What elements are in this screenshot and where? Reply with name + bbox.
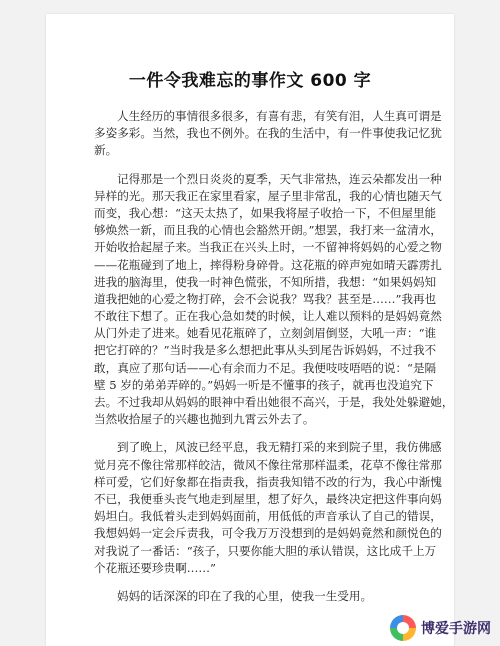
paragraph-2 <box>94 171 454 429</box>
text-line: 敢，真应了那句话——心有余而力不足。我便吱吱唔唔的说：“是隔 <box>94 360 437 375</box>
text-line: 开始收拾起屋子来。当我正在兴头上时，一不留神将妈妈的心爱之物 <box>94 240 442 255</box>
watermark-text: 博爱手游网 <box>421 621 491 637</box>
text-line: 去。不过我却从妈妈的眼神中看出她很不高兴，于是，我处处躲避她， <box>94 395 454 409</box>
document-page <box>46 14 454 646</box>
text-line: 个花瓶还要珍贵啊……” <box>94 560 216 575</box>
text-line: 到了晚上，风波已经平息，我无精打采的来到院子里，我仿佛感 <box>117 440 442 455</box>
paragraph-3 <box>94 439 442 577</box>
text-line: 不敢往下想了。正在我心急如焚的时候，让人难以预料的是妈妈竟然 <box>94 309 442 324</box>
text-line: 而变，我心想：“这天太热了，如果我将屋子收拾一下，不但屋里能 <box>94 205 437 220</box>
text-line: 记得那是一个烈日炎炎的夏季，天气非常热，连云朵都发出一种 <box>117 171 442 186</box>
text-line: 多姿多彩。当然，我也不例外。在我的生活中，有一件事使我记忆犹 <box>94 126 442 141</box>
text-line: 从门外走了进来。她看见花瓶碎了，立刻剑眉倒竖，大吼一声：“谁 <box>94 326 437 341</box>
text-line: 妈坦白。我低着头走到妈妈面前，用低低的声音承认了自己的错误， <box>94 509 442 524</box>
text-line: 对我说了一番话：“孩子，只要你能大胆的承认错误，这比成千上万 <box>94 543 437 558</box>
text-line: 进我的脑海里，使我一时神色慌张，不知所措，我想：“如果妈妈知 <box>94 274 437 289</box>
text-line: 我想妈妈一定会斥责我，可令我万万没想到的是妈妈竟然和颜悦色的 <box>94 526 442 541</box>
text-line: 壁 5 岁的弟弟弄碎的。”妈妈一听是不懂事的孩子，就再也没追究下 <box>94 377 434 392</box>
document-title: 一件令我难忘的事作文 600 字 <box>128 71 372 91</box>
text-line: 觉月亮不像往常那样皎洁，微风不像往常那样温柔，花草不像往常那 <box>94 457 442 472</box>
colorful-ring-logo-icon <box>390 615 416 641</box>
paragraph-4 <box>94 588 412 605</box>
text-line: 新。 <box>94 143 118 158</box>
text-line: 够焕然一新，而且我的心情也会豁然开朗。”想罢，我打来一盆清水， <box>94 223 442 238</box>
text-line: 当然收拾屋子的兴趣也抛到九霄云外去了。 <box>94 412 315 427</box>
site-watermark <box>390 614 494 642</box>
text-line: ——花瓶碰到了地上，摔得粉身碎骨。这花瓶的碎声宛如晴天霹雳扎 <box>94 257 442 272</box>
paragraph-1 <box>94 108 442 160</box>
text-line: 道我把她的心爱之物打碎，会不会说我？骂我？甚至是……”我再也 <box>94 291 437 306</box>
document-body <box>94 108 454 605</box>
text-line: 样可爱，它们好象都在指责我，指责我知错不改的行为，我心中渐愧 <box>94 474 442 489</box>
text-line: 不已，我便垂头丧气地走到屋里，想了好久，最终决定把这件事向妈 <box>94 491 442 506</box>
text-line: 妈妈的话深深的印在了我的心里，使我一生受用。 <box>117 588 373 603</box>
text-line: 把它打碎的？”当时我是多么想把此事从头到尾告诉妈妈，不过我不 <box>94 343 437 358</box>
text-line: 异样的光。那天我正在家里看家，屋子里非常乱，我的心情也随天气 <box>94 188 442 203</box>
text-line: 人生经历的事情很多很多，有喜有悲，有笑有泪，人生真可谓是 <box>117 109 442 123</box>
